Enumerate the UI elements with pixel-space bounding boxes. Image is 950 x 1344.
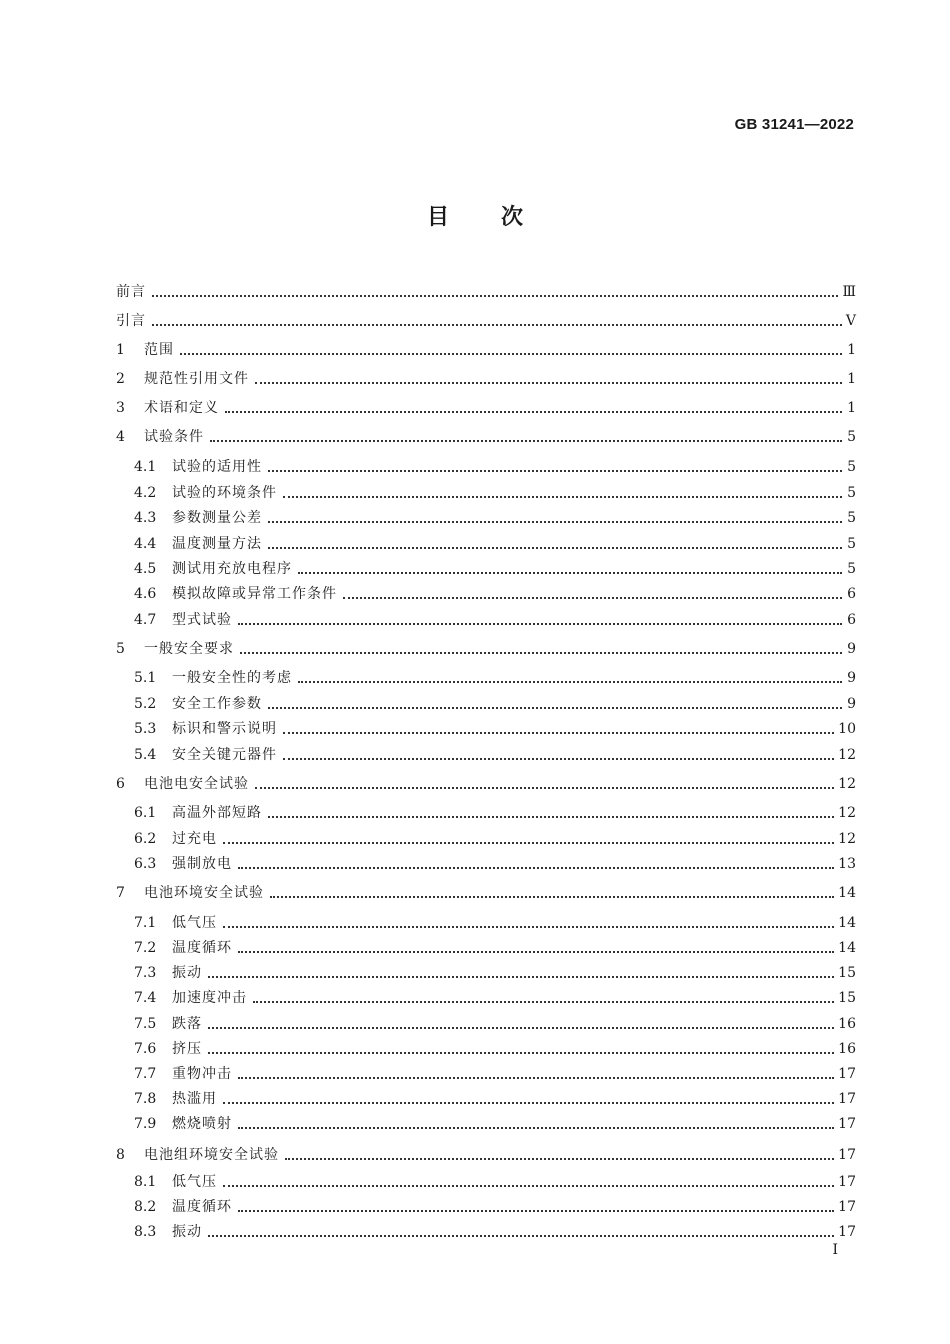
toc-entry-label: 高温外部短路 [172,805,262,821]
toc-entry[interactable] [134,745,856,765]
toc-entry-number: 7.9 [134,1116,157,1132]
toc-entry-number: 6.3 [134,856,157,872]
toc-entry-number: 7.3 [134,965,157,981]
toc-entry-number: 4.4 [134,536,157,552]
toc-entry-label: 模拟故障或异常工作条件 [172,586,337,602]
toc-entry-number: 6 [116,776,125,792]
toc-entry-page: 12 [838,831,856,847]
toc-entry-page: 5 [847,561,856,577]
toc-dot-leader [180,353,842,355]
toc-entry[interactable] [134,668,856,688]
toc-entry-label: 前言 [116,284,146,300]
toc-entry[interactable] [116,639,856,659]
toc-entry-label: 一般安全性的考虑 [172,670,292,686]
page-number: I [832,1242,838,1258]
toc-entry-number: 6.1 [134,805,157,821]
toc-dot-leader [223,1185,834,1187]
toc-entry-number: 3 [116,400,125,416]
toc-entry[interactable] [116,1145,856,1165]
toc-entry-page: 5 [847,510,856,526]
toc-entry-label: 燃烧喷射 [172,1116,232,1132]
toc-entry-page: 9 [847,696,856,712]
toc-dot-leader [152,324,842,326]
toc-entry-label: 电池电安全试验 [144,776,249,792]
toc-entry[interactable] [134,938,856,958]
toc-dot-leader [253,1001,834,1003]
toc-dot-leader [268,521,842,523]
toc-dot-leader [223,842,834,844]
toc-entry-label: 温度循环 [172,940,232,956]
standard-code: GB 31241—2022 [734,116,854,133]
toc-entry-label: 术语和定义 [144,400,219,416]
toc-entry-number: 4.7 [134,612,157,628]
toc-entry-label: 安全工作参数 [172,696,262,712]
toc-entry[interactable] [134,719,856,739]
toc-dot-leader [238,1127,834,1129]
toc-entry-page: 13 [838,856,856,872]
toc-entry-page: 6 [847,612,856,628]
toc-entry-label: 挤压 [172,1041,202,1057]
toc-entry-number: 2 [116,371,125,387]
toc-dot-leader [268,707,842,709]
toc-entry-page: Ⅲ [842,284,856,300]
toc-entry[interactable] [134,988,856,1008]
toc-entry-page: 17 [838,1224,856,1240]
toc-entry[interactable] [134,1114,856,1134]
toc-entry[interactable] [116,340,856,360]
toc-entry-label: 规范性引用文件 [144,371,249,387]
toc-entry-page: 9 [847,641,856,657]
toc-dot-leader [152,295,838,297]
toc-entry-number: 5.1 [134,670,157,686]
toc-dot-leader [210,440,842,442]
toc-entry-page: 5 [847,459,856,475]
toc-dot-leader [270,896,834,898]
toc-entry-number: 4.2 [134,485,157,501]
toc-entry[interactable] [134,483,856,503]
toc-entry-page: 12 [838,747,856,763]
toc-dot-leader [268,470,842,472]
toc-entry-number: 7.8 [134,1091,157,1107]
toc-entry[interactable] [116,774,856,794]
toc-entry-label: 型式试验 [172,612,232,628]
toc-entry-page: 5 [847,536,856,552]
toc-entry[interactable] [134,1089,856,1109]
toc-entry[interactable] [134,584,856,604]
toc-entry-label: 一般安全要求 [144,641,234,657]
toc-entry[interactable] [134,1014,856,1034]
toc-entry-number: 8.2 [134,1199,157,1215]
toc-dot-leader [298,572,842,574]
toc-entry-label: 试验的适用性 [172,459,262,475]
toc-dot-leader [268,547,842,549]
toc-entry[interactable] [134,457,856,477]
toc-entry-page: 17 [838,1174,856,1190]
toc-entry-page: 1 [847,342,856,358]
toc-entry[interactable] [116,282,856,302]
toc-entry-number: 7 [116,885,125,901]
toc-dot-leader [208,976,834,978]
toc-entry[interactable] [116,398,856,418]
toc-entry-page: 16 [838,1041,856,1057]
toc-dot-leader [238,867,834,869]
toc-entry-label: 加速度冲击 [172,990,247,1006]
toc-entry-label: 测试用充放电程序 [172,561,292,577]
toc-entry-label: 温度循环 [172,1199,232,1215]
toc-entry-label: 振动 [172,1224,202,1240]
toc-entry-number: 7.5 [134,1016,157,1032]
toc-dot-leader [238,1210,834,1212]
toc-entry-number: 7.2 [134,940,157,956]
toc-entry-page: 5 [847,429,856,445]
toc-dot-leader [225,411,842,413]
toc-entry[interactable] [134,854,856,874]
toc-dot-leader [240,652,842,654]
toc-dot-leader [238,1077,834,1079]
toc-entry-number: 7.7 [134,1066,157,1082]
toc-entry-page: 5 [847,485,856,501]
toc-entry-number: 1 [116,342,125,358]
toc-entry-label: 跌落 [172,1016,202,1032]
toc-entry-page: 17 [838,1147,856,1163]
toc-dot-leader [238,951,834,953]
toc-entry-label: 低气压 [172,915,217,931]
toc-entry[interactable] [134,534,856,554]
toc-entry-label: 强制放电 [172,856,232,872]
toc-entry-number: 4.1 [134,459,157,475]
toc-dot-leader [238,623,842,625]
toc-dot-leader [255,787,834,789]
toc-dot-leader [268,816,834,818]
toc-entry-label: 参数测量公差 [172,510,262,526]
toc-entry-label: 过充电 [172,831,217,847]
toc-entry[interactable] [134,610,856,630]
toc-entry-page: 12 [838,776,856,792]
toc-dot-leader [223,1102,834,1104]
toc-entry-page: 16 [838,1016,856,1032]
toc-entry-label: 电池环境安全试验 [144,885,264,901]
toc-entry[interactable] [134,694,856,714]
toc-entry-page: 17 [838,1116,856,1132]
toc-dot-leader [208,1027,834,1029]
toc-entry-label: 低气压 [172,1174,217,1190]
toc-entry-page: 14 [838,885,856,901]
toc-entry-number: 8.1 [134,1174,157,1190]
toc-dot-leader [285,1158,834,1160]
toc-entry[interactable] [134,963,856,983]
toc-entry-page: Ⅴ [845,313,856,329]
toc-entry-label: 重物冲击 [172,1066,232,1082]
toc-entry-number: 4 [116,429,125,445]
toc-dot-leader [223,926,834,928]
toc-entry-label: 热滥用 [172,1091,217,1107]
toc-entry[interactable] [134,1172,856,1192]
toc-entry[interactable] [116,311,856,331]
toc-entry[interactable] [134,829,856,849]
toc-entry-label: 范围 [144,342,174,358]
toc-entry-page: 1 [847,371,856,387]
toc-entry-number: 7.1 [134,915,157,931]
toc-entry-label: 安全关键元器件 [172,747,277,763]
toc-entry-number: 4.3 [134,510,157,526]
toc-entry-number: 7.4 [134,990,157,1006]
toc-entry-page: 17 [838,1199,856,1215]
toc-entry-label: 振动 [172,965,202,981]
toc-entry-number: 4.6 [134,586,157,602]
toc-dot-leader [208,1235,834,1237]
toc-entry-number: 5.3 [134,721,157,737]
toc-entry-number: 5.2 [134,696,157,712]
toc-entry-page: 10 [838,721,856,737]
toc-entry[interactable] [134,913,856,933]
toc-dot-leader [298,681,842,683]
toc-entry-page: 17 [838,1066,856,1082]
toc-entry-label: 试验条件 [144,429,204,445]
toc-entry-number: 5.4 [134,747,157,763]
toc-entry[interactable] [116,369,856,389]
toc-entry-page: 1 [847,400,856,416]
toc-entry-label: 引言 [116,313,146,329]
toc-dot-leader [343,597,842,599]
toc-entry-page: 9 [847,670,856,686]
toc-entry[interactable] [116,427,856,447]
toc-entry-number: 4.5 [134,561,157,577]
toc-entry-page: 17 [838,1091,856,1107]
toc-entry[interactable] [134,803,856,823]
toc-entry-page: 15 [838,965,856,981]
toc-entry[interactable] [134,508,856,528]
toc-dot-leader [283,758,834,760]
toc-entry[interactable] [134,1064,856,1084]
toc-entry[interactable] [134,559,856,579]
toc-entry[interactable] [116,883,856,903]
toc-dot-leader [283,496,842,498]
toc-entry[interactable] [134,1039,856,1059]
toc-entry-page: 14 [838,915,856,931]
toc-entry-label: 电池组环境安全试验 [144,1147,279,1163]
toc-entry-number: 7.6 [134,1041,157,1057]
toc-entry-number: 6.2 [134,831,157,847]
toc-entry-page: 14 [838,940,856,956]
toc-entry[interactable] [134,1222,856,1242]
toc-dot-leader [208,1052,834,1054]
toc-entry-page: 12 [838,805,856,821]
toc-entry[interactable] [134,1197,856,1217]
toc-entry-label: 标识和警示说明 [172,721,277,737]
toc-entry-page: 15 [838,990,856,1006]
toc-entry-number: 8.3 [134,1224,157,1240]
toc-entry-label: 试验的环境条件 [172,485,277,501]
toc-entry-number: 8 [116,1147,125,1163]
toc-title-char-1: 目 [426,205,449,230]
toc-entry-label: 温度测量方法 [172,536,262,552]
toc-title-char-2: 次 [501,205,524,230]
toc-entry-number: 5 [116,641,125,657]
toc-entry-page: 6 [847,586,856,602]
toc-dot-leader [255,382,842,384]
toc-dot-leader [283,732,834,734]
